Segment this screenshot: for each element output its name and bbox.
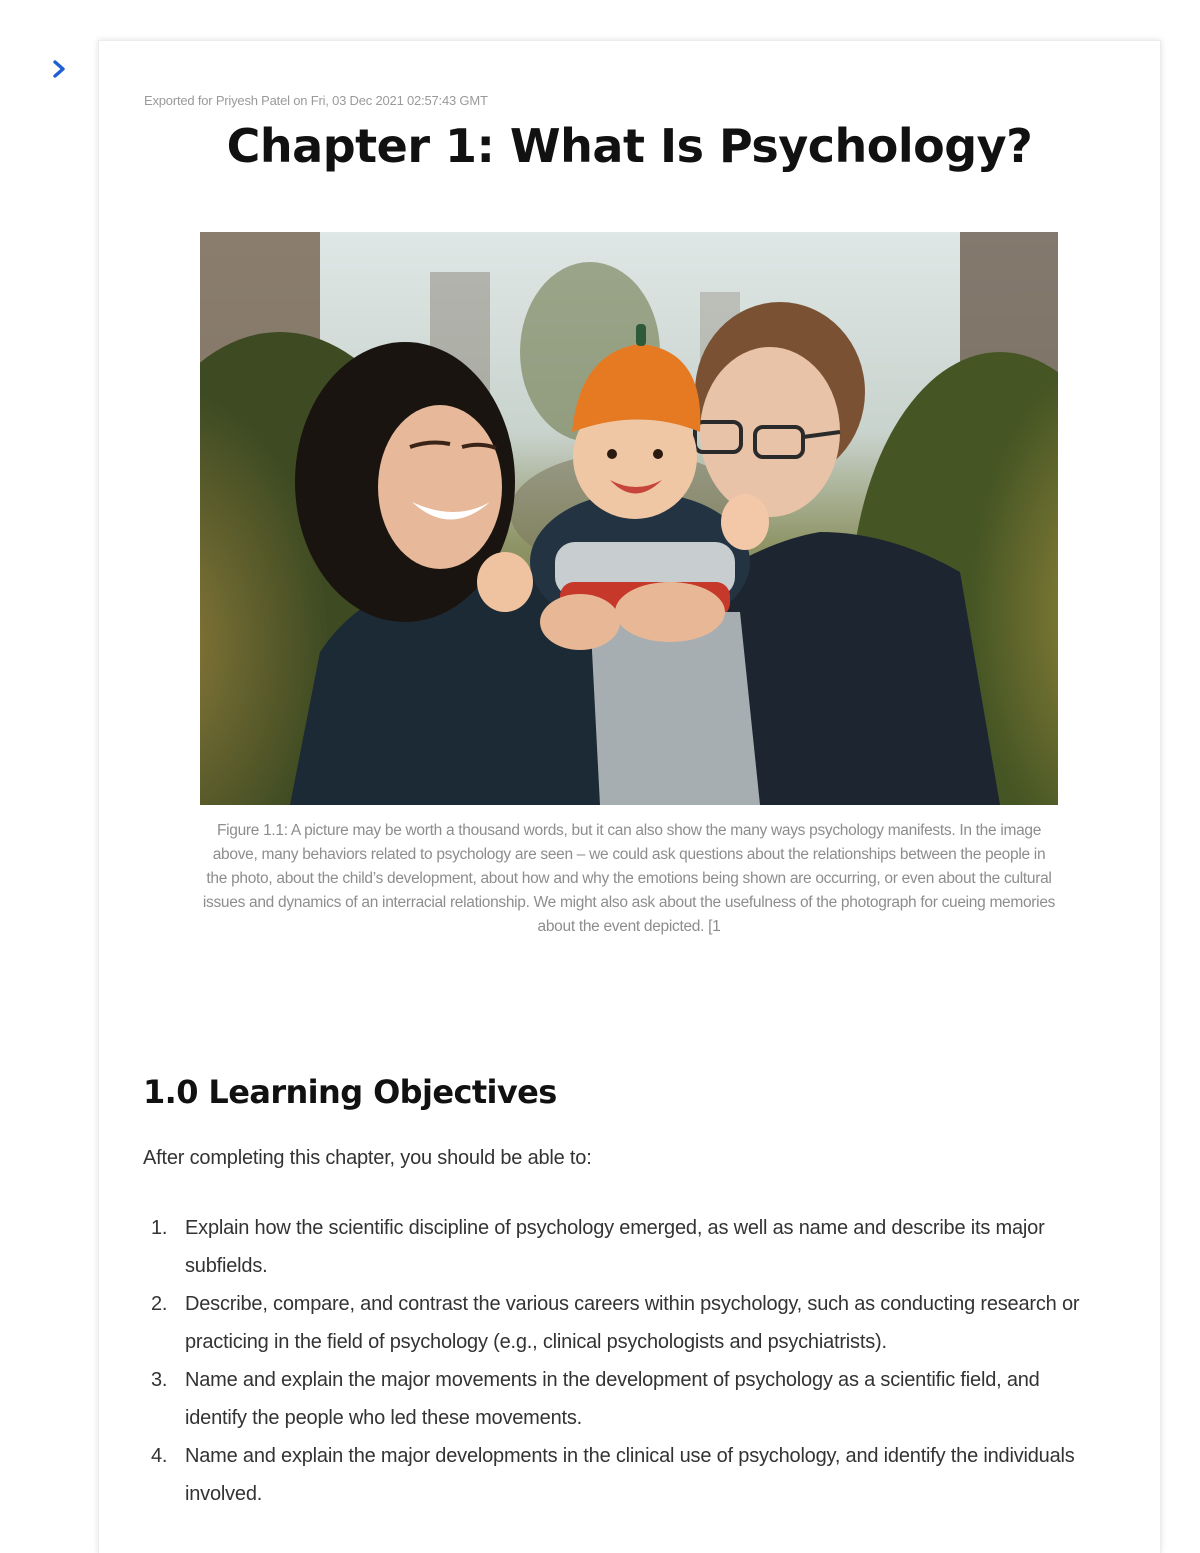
section-heading: 1.0 Learning Objectives: [143, 1073, 557, 1111]
list-item: [143, 1437, 1103, 1513]
list-item-number: 3.: [151, 1369, 168, 1391]
sidebar-toggle-button[interactable]: [46, 56, 72, 82]
list-item-number: 4.: [151, 1445, 168, 1467]
list-item-text: Describe, compare, and contrast the various careers within psychology, such as conducting research or practicing in the field of psychology (e.g., clinical psychologists and psychiatrists).: [185, 1293, 1080, 1353]
list-item-number: 1.: [151, 1217, 168, 1239]
document-page: [98, 40, 1161, 1553]
chevron-right-icon: [51, 60, 67, 78]
family-photo-illustration: [200, 232, 1058, 805]
learning-objectives-list: [143, 1209, 1103, 1513]
list-item-number: 2.: [151, 1293, 168, 1315]
list-item-text: Explain how the scientific discipline of psychology emerged, as well as name and describe its major subfields.: [185, 1217, 1045, 1277]
figure-photo: [200, 232, 1058, 805]
figure-caption: Figure 1.1: A picture may be worth a thousand words, but it can also show the many ways psychology manifests. In the image above, many behaviors related to psychology are seen – we could ask questions about the relationships between the people in the photo, about the child’s development, about how and why the emotions being shown are occurring, or even about the cultural issues and dynamics of an interracial relationship. We might also ask about the usefulness of the photograph for cueing memories about the event depicted. [1: [202, 822, 1056, 935]
list-item: [143, 1361, 1103, 1437]
list-item: [143, 1285, 1103, 1361]
list-item: [143, 1209, 1103, 1285]
chapter-title: Chapter 1: What Is Psychology?: [226, 119, 1033, 173]
section-intro: After completing this chapter, you should be able to:: [143, 1147, 592, 1169]
list-item-text: Name and explain the major developments in the clinical use of psychology, and identify the individuals involved.: [185, 1445, 1075, 1505]
list-item-text: Name and explain the major movements in the development of psychology as a scientific field, and identify the people who led these movements.: [185, 1369, 1040, 1429]
export-info: Exported for Priyesh Patel on Fri, 03 Dec 2021 02:57:43 GMT: [144, 93, 488, 108]
